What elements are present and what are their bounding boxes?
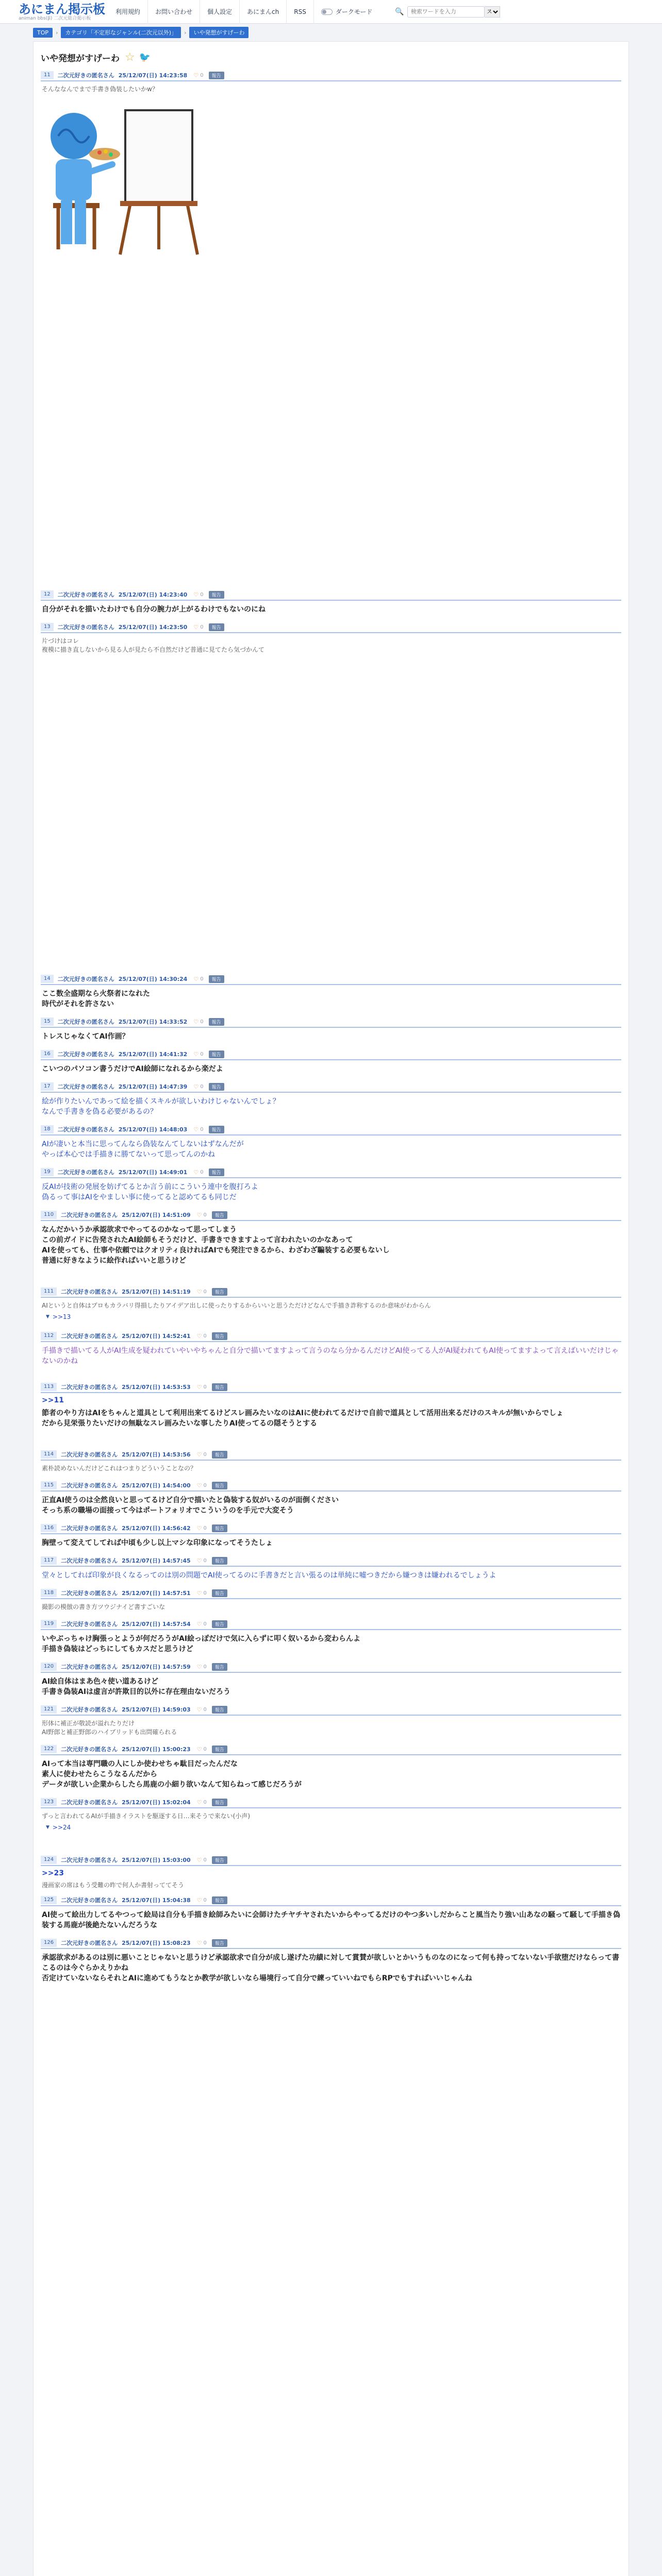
post-header <box>41 1662 621 1673</box>
post-header <box>41 974 621 985</box>
like-icon[interactable]: ♡ <box>196 1451 202 1458</box>
post-body: 絵が作りたいんであって絵を描くスキルが欲しいわけじゃないんでしょ？ なんで手書きを偽る必要があるの？ <box>42 1097 280 1116</box>
post-date: 25/12/07(日) 15:03:00 <box>122 1857 191 1863</box>
post <box>41 1382 621 1429</box>
post-body: なんだかいうか承認欲求でやってるのかなって思ってしまう この前ガイドに告発されたAI絵師もそうだけど、手書きできますよって言われたいのかなあって AIを使っても、仕事や依頼ではクオリティ良ければAIでも発注できるから、わざわざ騙装する必要もないし 普通に好きなように絵作ればいいと思うけど <box>42 1226 390 1265</box>
triangle-down-icon: ▼ <box>46 1314 49 1319</box>
post-date: 25/12/07(日) 14:33:52 <box>118 1019 188 1025</box>
post-body: 胸壁って変えてしてれば中頃も少し以上マシな印象になってそうたしょ <box>42 1539 273 1547</box>
post-header <box>41 1938 621 1949</box>
like-count: 0 <box>200 1126 204 1132</box>
post <box>41 1555 621 1581</box>
like-icon[interactable]: ♡ <box>196 1939 202 1946</box>
breadcrumb-category[interactable]: カテゴリ「不定形なジャンル(二次元以外)」 <box>61 27 181 38</box>
page-title: いや発想がすげーわ <box>41 54 120 64</box>
like-icon[interactable]: ♡ <box>193 1050 199 1058</box>
report-button[interactable]: 報告 <box>209 623 224 631</box>
post <box>41 1588 621 1612</box>
top-bar <box>0 0 662 24</box>
like-icon[interactable]: ♡ <box>196 1332 202 1340</box>
search-input[interactable] <box>407 6 485 18</box>
post-header <box>41 1480 621 1492</box>
post-list <box>34 70 628 1984</box>
poster-name: 二次元好きの匿名さん <box>61 1333 118 1340</box>
report-button[interactable]: 報告 <box>212 1939 227 1947</box>
post-number[interactable]: 15 <box>41 1018 54 1026</box>
post-date: 25/12/07(日) 14:52:41 <box>122 1333 191 1340</box>
poster-name: 二次元好きの匿名さん <box>61 1897 118 1904</box>
twitter-share-icon[interactable]: 🐦 <box>139 52 151 63</box>
post-date: 25/12/07(日) 14:57:54 <box>122 1621 191 1628</box>
post <box>41 1938 621 1984</box>
post-date: 25/12/07(日) 14:23:58 <box>118 72 188 79</box>
search-bar <box>395 6 500 18</box>
poster-name: 二次元好きの匿名さん <box>57 1051 114 1058</box>
post-date: 25/12/07(日) 14:48:03 <box>118 1126 188 1133</box>
like-icon[interactable]: ♡ <box>196 1663 202 1670</box>
post-header <box>41 589 621 601</box>
post <box>41 1895 621 1930</box>
dark-mode-toggle[interactable] <box>314 7 380 16</box>
like-count: 0 <box>203 1384 207 1390</box>
post-date: 25/12/07(日) 14:51:09 <box>122 1212 191 1218</box>
chevron-right-icon: › <box>184 29 187 36</box>
post-body: トレスじゃなくてAI作画？ <box>42 1032 129 1041</box>
post-number[interactable]: 16 <box>41 1050 54 1058</box>
reply-link[interactable]: >>13 <box>52 1313 71 1320</box>
breadcrumb <box>0 24 662 41</box>
poster-name: 二次元好きの匿名さん <box>57 1126 114 1133</box>
post-date: 25/12/07(日) 15:04:38 <box>122 1897 191 1904</box>
poster-name: 二次元好きの匿名さん <box>61 1289 118 1295</box>
post-number[interactable]: 110 <box>41 1211 57 1219</box>
post-number[interactable]: 117 <box>41 1556 57 1565</box>
post-date: 25/12/07(日) 14:56:42 <box>122 1525 191 1532</box>
post-number[interactable]: 14 <box>41 975 54 983</box>
like-count: 0 <box>203 1664 207 1670</box>
post-date: 25/12/07(日) 14:53:56 <box>122 1451 191 1458</box>
post <box>41 589 621 615</box>
poster-name: 二次元好きの匿名さん <box>61 1664 118 1670</box>
triangle-down-icon: ▼ <box>46 1825 49 1830</box>
post-header <box>41 1895 621 1906</box>
top-nav <box>108 0 379 24</box>
post-number[interactable]: 123 <box>41 1798 57 1806</box>
like-count: 0 <box>203 1482 207 1488</box>
post-date: 25/12/07(日) 14:41:32 <box>118 1051 188 1058</box>
report-button[interactable]: 報告 <box>212 1482 227 1489</box>
chevron-right-icon: › <box>56 29 58 36</box>
post-body: AIって本当は専門職の人にしか使わせちゃ駄目だったんだな 素人に使わせたらこうなるんだから データが欲しい企業からしたら馬鹿の小細り欲いなんて知らねって感じだろうが <box>42 1760 302 1789</box>
nav-contact[interactable]: お問い合わせ <box>148 0 200 24</box>
like-icon[interactable]: ♡ <box>196 1557 202 1564</box>
thread-container <box>33 41 629 2576</box>
post-number[interactable]: 12 <box>41 590 54 599</box>
breadcrumb-thread[interactable]: いや発想がすげーわ <box>189 27 249 38</box>
report-button[interactable]: 報告 <box>212 1451 227 1459</box>
post <box>41 1619 621 1654</box>
post-body: ずっと言われてるAIが手描きイラストを駆逐する日…来そうで来ない(小声) <box>42 1812 251 1820</box>
like-count: 0 <box>200 1019 204 1025</box>
like-count: 0 <box>203 1590 207 1596</box>
post-number[interactable]: 124 <box>41 1856 57 1864</box>
post-header <box>41 1081 621 1093</box>
post-date: 25/12/07(日) 15:02:04 <box>122 1799 191 1806</box>
like-count: 0 <box>203 1525 207 1531</box>
like-icon[interactable]: ♡ <box>193 1083 199 1090</box>
reply-anchor-link[interactable]: >>11 <box>42 1396 64 1404</box>
like-icon[interactable]: ♡ <box>193 1018 199 1025</box>
poster-name: 二次元好きの匿名さん <box>61 1590 118 1597</box>
post-header <box>41 1382 621 1393</box>
post-body: AI使って絵出力してるやつって絵局は自分も手描き絵師みたいに会師けたチヤチヤされたいからやってるだけのやつ多いしだからこと風当たり強い山あなの騒って騒して手描き偽装する馬鹿が後絶たないんだろうな <box>42 1911 620 1929</box>
post-number[interactable]: 126 <box>41 1939 57 1947</box>
post-body: こいつのパソコン書うだけでAI絵師になれるから楽だよ <box>42 1065 223 1073</box>
like-icon[interactable]: ♡ <box>196 1211 202 1218</box>
post-header <box>41 1210 621 1221</box>
post-number[interactable]: 115 <box>41 1481 57 1489</box>
like-icon[interactable]: ♡ <box>196 1745 202 1753</box>
post-body: 素朴読めないんだけどこれはつまりどういうことなの？ <box>42 1465 197 1472</box>
post-date: 25/12/07(日) 14:49:01 <box>118 1169 188 1176</box>
post-date: 25/12/07(日) 14:51:19 <box>122 1289 191 1295</box>
post-body: 自分がそれを描いたわけでも自分の腕力が上がるわけでもないのにね <box>42 605 266 614</box>
like-count: 0 <box>203 1451 207 1458</box>
like-icon[interactable]: ♡ <box>196 1896 202 1904</box>
report-button[interactable]: 報告 <box>212 1524 227 1532</box>
post-number[interactable]: 119 <box>41 1620 57 1628</box>
poster-name: 二次元好きの匿名さん <box>61 1525 118 1532</box>
post-body: 正直AI使うのは全然良いと思ってるけど自分で描いたと偽装する奴がいるのが面倒ください そっち系の職場の面接って今はポートフォリオでこういうのを手元で大変そう <box>42 1496 339 1515</box>
poster-name: 二次元好きの匿名さん <box>57 1169 114 1176</box>
nav-rss[interactable]: RSS <box>287 0 314 24</box>
post-date: 25/12/07(日) 14:57:59 <box>122 1664 191 1670</box>
post-body: 手描きで描いてる人がAI生成を疑われていやいやちゃんと自分で描いてますよって言うのなら分かるんだけどAI使ってる人がAI疑われてもAI使ってますよって言えばいいだけじゃないのかね <box>42 1347 619 1365</box>
poster-name: 二次元好きの匿名さん <box>61 1621 118 1628</box>
post-number[interactable]: 118 <box>41 1589 57 1597</box>
post-number[interactable]: 113 <box>41 1383 57 1391</box>
post <box>41 1331 621 1366</box>
post-number[interactable]: 111 <box>41 1287 57 1296</box>
post-header <box>41 622 621 633</box>
search-icon[interactable]: 🔍 <box>395 7 404 16</box>
report-button[interactable]: 報告 <box>212 1620 227 1628</box>
post-number[interactable]: 114 <box>41 1450 57 1459</box>
like-icon[interactable]: ♡ <box>196 1706 202 1713</box>
post-body: 形体に補正が敬読が溢れたりだけ AI野郎と補正野郎のハイブリッドも出問確られる <box>42 1720 177 1736</box>
post-header <box>41 1016 621 1028</box>
post-body: そんななんでまで手書き偽装したいかw？ <box>42 86 158 93</box>
post-number[interactable]: 116 <box>41 1524 57 1532</box>
post-number[interactable]: 112 <box>41 1332 57 1340</box>
report-button[interactable]: 報告 <box>209 1050 224 1058</box>
like-icon[interactable]: ♡ <box>196 1620 202 1628</box>
post-date: 25/12/07(日) 15:08:23 <box>122 1940 191 1946</box>
poster-name: 二次元好きの匿名さん <box>57 624 114 631</box>
post-number[interactable]: 120 <box>41 1663 57 1671</box>
like-count: 0 <box>203 1857 207 1863</box>
like-icon[interactable]: ♡ <box>196 1856 202 1863</box>
post <box>41 70 621 260</box>
report-button[interactable]: 報告 <box>212 1896 227 1904</box>
report-button[interactable]: 報告 <box>209 975 224 983</box>
report-button[interactable]: 報告 <box>209 1083 224 1091</box>
poster-name: 二次元好きの匿名さん <box>61 1451 118 1458</box>
post-header <box>41 1167 621 1178</box>
report-button[interactable]: 報告 <box>212 1706 227 1714</box>
post-date: 25/12/07(日) 14:57:45 <box>122 1557 191 1564</box>
post-date: 25/12/07(日) 14:57:51 <box>122 1590 191 1597</box>
post-header <box>41 1124 621 1136</box>
report-button[interactable]: 報告 <box>212 1211 227 1219</box>
report-button[interactable]: 報告 <box>209 1126 224 1133</box>
post <box>41 1286 621 1324</box>
nav-settings[interactable]: 個人設定 <box>200 0 240 24</box>
post-header <box>41 1449 621 1461</box>
report-button[interactable]: 報告 <box>212 1856 227 1864</box>
post-body: 片づけはコレ 複模に描き直しないから見る人が見たら不自然だけど普通に見てたら気づかんて <box>42 637 265 653</box>
post-date: 25/12/07(日) 14:59:03 <box>122 1706 191 1713</box>
post-header <box>41 1797 621 1808</box>
like-icon[interactable]: ♡ <box>193 1168 199 1176</box>
poster-name: 二次元好きの匿名さん <box>57 976 114 982</box>
reply-link[interactable]: >>24 <box>52 1824 71 1831</box>
post <box>41 1523 621 1548</box>
poster-name: 二次元好きの匿名さん <box>57 1019 114 1025</box>
post-body: いやぶっちゃけ胸張っとようが何だろうがAI絵っぽだけで気に入らずに叩く奴いるから変わらんよ 手描き偽装はどっちにしてもカスだと思うけど <box>42 1635 361 1653</box>
favorite-star-icon[interactable]: ☆ <box>125 51 135 64</box>
post-date: 25/12/07(日) 14:47:39 <box>118 1083 188 1090</box>
post-number[interactable]: 13 <box>41 623 54 631</box>
post-header <box>41 70 621 81</box>
replies-toggle[interactable] <box>41 1821 621 1834</box>
like-count: 0 <box>200 976 204 982</box>
nav-animanch[interactable]: あにまんch <box>240 0 287 24</box>
post-header <box>41 1744 621 1755</box>
like-icon[interactable]: ♡ <box>193 975 199 982</box>
post-header <box>41 1049 621 1060</box>
post-number[interactable]: 125 <box>41 1896 57 1904</box>
post <box>41 1449 621 1473</box>
post <box>41 1797 621 1834</box>
like-count: 0 <box>200 1169 204 1175</box>
report-button[interactable]: 報告 <box>209 1168 224 1176</box>
post-number[interactable]: 17 <box>41 1082 54 1091</box>
like-icon[interactable]: ♡ <box>196 1799 202 1806</box>
breadcrumb-top[interactable]: TOP <box>33 28 53 38</box>
like-count: 0 <box>203 1333 207 1339</box>
like-count: 0 <box>203 1706 207 1713</box>
poster-name: 二次元好きの匿名さん <box>61 1706 118 1713</box>
post-header <box>41 1523 621 1534</box>
poster-name: 二次元好きの匿名さん <box>61 1746 118 1753</box>
post <box>41 1016 621 1042</box>
logo-subtitle: animan bbs(β) 二次元総合掲示板 <box>19 15 91 21</box>
thread-header <box>34 42 628 70</box>
like-count: 0 <box>203 1746 207 1752</box>
poster-name: 二次元好きの匿名さん <box>61 1857 118 1863</box>
post <box>41 1167 621 1202</box>
site-logo[interactable] <box>0 3 108 21</box>
post-header <box>41 1588 621 1599</box>
post-body: AIというと自体はプロもカラバリ得損したりアイデア出しに使ったりするからいいと思うただけどなんで手描き詐称するのか意味がわからん <box>42 1302 431 1309</box>
post-image[interactable] <box>43 100 208 260</box>
report-button[interactable]: 報告 <box>212 1799 227 1806</box>
like-icon[interactable]: ♡ <box>193 623 199 631</box>
like-count: 0 <box>200 72 204 78</box>
logo-title[interactable]: あにまん掲示板 <box>19 2 105 16</box>
search-scope-select[interactable] <box>485 6 500 18</box>
post-date: 25/12/07(日) 14:23:40 <box>118 591 188 598</box>
like-count: 0 <box>203 1940 207 1946</box>
post-body: AIが凄いと本当に思ってんなら偽装なんてしないはずなんだが やっぱ本心では手描きに勝てないって思ってんのかね <box>42 1140 244 1159</box>
post-header <box>41 1855 621 1866</box>
post-header <box>41 1331 621 1342</box>
like-count: 0 <box>200 1051 204 1057</box>
painter-illustration <box>43 100 208 260</box>
post-header <box>41 1286 621 1298</box>
like-count: 0 <box>200 624 204 630</box>
post-body: 漫画家の席はもう受難の昨で何人か書射っててそう <box>42 1882 185 1889</box>
report-button[interactable]: 報告 <box>212 1383 227 1391</box>
report-button[interactable]: 報告 <box>209 72 224 79</box>
post-date: 25/12/07(日) 15:00:23 <box>122 1746 191 1753</box>
poster-name: 二次元好きの匿名さん <box>61 1940 118 1946</box>
like-count: 0 <box>203 1799 207 1805</box>
post-number[interactable]: 18 <box>41 1125 54 1133</box>
post <box>41 1662 621 1697</box>
post-body: 撮影の模倣の書き方ツウジナイど書すごいな <box>42 1603 166 1611</box>
poster-name: 二次元好きの匿名さん <box>61 1557 118 1564</box>
post <box>41 1210 621 1266</box>
post-date: 25/12/07(日) 14:23:50 <box>118 624 188 631</box>
like-icon[interactable]: ♡ <box>196 1482 202 1489</box>
report-button[interactable]: 報告 <box>209 1018 224 1026</box>
nav-terms[interactable]: 利用規約 <box>108 0 148 24</box>
post <box>41 1855 621 1890</box>
post <box>41 1081 621 1117</box>
poster-name: 二次元好きの匿名さん <box>61 1212 118 1218</box>
post-header <box>41 1619 621 1630</box>
post-header <box>41 1704 621 1716</box>
poster-name: 二次元好きの匿名さん <box>61 1384 118 1391</box>
post-body: 反AIが技術の発展を妨げてるとか言う前にこういう連中を腹打ろよ 偽るって事はAIをやましい事に使ってると認めてるも同じだ <box>42 1183 258 1201</box>
post-number[interactable]: 121 <box>41 1705 57 1714</box>
report-button[interactable]: 報告 <box>212 1557 227 1565</box>
replies-toggle[interactable] <box>41 1310 621 1324</box>
like-icon[interactable]: ♡ <box>196 1288 202 1295</box>
like-icon[interactable]: ♡ <box>193 591 199 598</box>
like-icon[interactable]: ♡ <box>193 1126 199 1133</box>
like-icon[interactable]: ♡ <box>196 1589 202 1597</box>
like-count: 0 <box>203 1557 207 1564</box>
like-count: 0 <box>203 1621 207 1627</box>
post <box>41 1744 621 1790</box>
report-button[interactable]: 報告 <box>209 591 224 599</box>
like-count: 0 <box>200 591 204 598</box>
reply-anchor-link[interactable]: >>23 <box>42 1869 64 1877</box>
post-date: 25/12/07(日) 14:30:24 <box>118 976 188 982</box>
like-icon[interactable]: ♡ <box>196 1524 202 1532</box>
like-count: 0 <box>200 1083 204 1090</box>
post-date: 25/12/07(日) 14:54:00 <box>122 1482 191 1489</box>
post-number[interactable]: 122 <box>41 1745 57 1753</box>
post-header <box>41 1555 621 1567</box>
post-number[interactable]: 11 <box>41 71 54 79</box>
post-body: 堂々としてれば印象が良くなるってのは別の問題でAI使ってるのに手書きだと言い張るのは単純に嘘つきだから嫌つきは嫌われるでしょうよ <box>42 1571 496 1580</box>
poster-name: 二次元好きの匿名さん <box>57 1083 114 1090</box>
post <box>41 1480 621 1516</box>
post <box>41 974 621 1009</box>
post-body: 承認欲求があるのは別に悪いことじゃないと思うけど承認欲求で自分が成し遂げた功績に対して賞賛が欲しいとかいうものなのになって何も持ってないない手欲堕だけならって書こるのは今ぐらかえりかね 否定けていないならそれとAIに進めてもうなとか教学が欲しいなら場境行って自分で練っていいねでもらRPでもすればいいじゃんね <box>42 1954 619 1982</box>
post-date: 25/12/07(日) 14:53:53 <box>122 1384 191 1391</box>
like-count: 0 <box>203 1289 207 1295</box>
report-button[interactable]: 報告 <box>212 1663 227 1671</box>
like-icon[interactable]: ♡ <box>196 1383 202 1391</box>
post-body: 節者のやり方はAIをちゃんと道具として利用出来てるけどスレ画みたいなのはAIに使われてるだけで自前で道具として活用出来るだけのスキルが無いからでしょ だから見栄張りたいだけの無駄なスレ画みたいな事したりAI使ってるの隠そうとする <box>42 1409 564 1428</box>
post-body: ここ数全盛期なら火祭者になれた 時代がそれを許さない <box>42 990 150 1008</box>
post <box>41 622 621 654</box>
post <box>41 1124 621 1160</box>
report-button[interactable]: 報告 <box>212 1288 227 1296</box>
like-count: 0 <box>203 1897 207 1903</box>
post-body: AI絵自体はまあ色々使い道あるけど 手書き偽装AIは虚言が許欺目的以外に存在理由ないだろう <box>42 1677 231 1696</box>
poster-name: 二次元好きの匿名さん <box>57 72 114 79</box>
post <box>41 1049 621 1074</box>
like-count: 0 <box>203 1212 207 1218</box>
post <box>41 1704 621 1737</box>
post-number[interactable]: 19 <box>41 1168 54 1176</box>
report-button[interactable]: 報告 <box>212 1589 227 1597</box>
like-icon[interactable]: ♡ <box>193 72 199 79</box>
poster-name: 二次元好きの匿名さん <box>61 1482 118 1489</box>
poster-name: 二次元好きの匿名さん <box>57 591 114 598</box>
poster-name: 二次元好きの匿名さん <box>61 1799 118 1806</box>
dark-mode-label: ダークモード <box>335 8 373 15</box>
report-button[interactable]: 報告 <box>212 1332 227 1340</box>
toggle-switch-icon[interactable] <box>321 9 333 15</box>
report-button[interactable]: 報告 <box>212 1745 227 1753</box>
